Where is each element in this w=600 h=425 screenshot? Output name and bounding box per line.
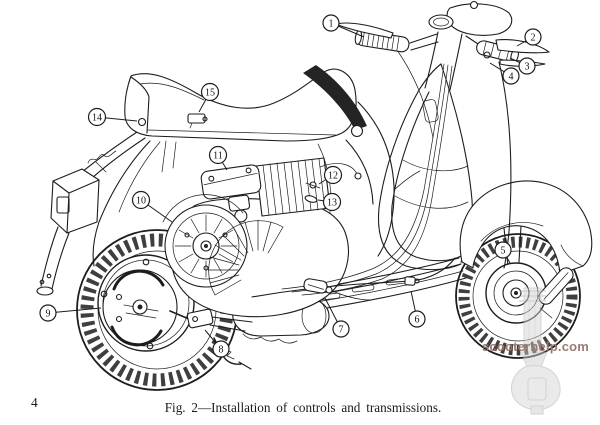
- headlamp: [429, 15, 453, 29]
- svg-text:3: 3: [524, 61, 530, 73]
- svg-text:1: 1: [328, 18, 334, 30]
- svg-text:6: 6: [414, 314, 420, 326]
- svg-text:12: 12: [328, 170, 338, 182]
- seat-button: [139, 119, 146, 126]
- svg-text:9: 9: [45, 308, 51, 320]
- svg-text:10: 10: [136, 195, 146, 207]
- legshield: [378, 64, 472, 270]
- svg-text:5: 5: [500, 245, 506, 257]
- callout-5: [495, 242, 511, 263]
- headset: [447, 4, 512, 36]
- svg-text:4: 4: [508, 71, 514, 83]
- callout-10: [133, 192, 173, 223]
- svg-text:8: 8: [218, 344, 224, 356]
- cable-adjuster: [405, 277, 416, 286]
- svg-text:7: 7: [338, 324, 344, 336]
- callout-11: [210, 147, 228, 171]
- svg-text:11: 11: [213, 150, 223, 162]
- saddle-seat: [125, 65, 367, 141]
- front-brake-lever: [496, 40, 549, 53]
- svg-text:13: 13: [327, 197, 337, 209]
- figure-caption: Fig. 2—Installation of controls and transmissions.: [164, 400, 442, 415]
- handlebars: [336, 2, 549, 67]
- callout-2: [517, 29, 541, 46]
- svg-text:14: 14: [92, 112, 102, 124]
- cylinder-fins: [256, 158, 330, 216]
- svg-text:2: 2: [530, 32, 536, 44]
- svg-text:15: 15: [205, 87, 215, 99]
- watermark-text: scooterhelp.com: [482, 339, 590, 354]
- seat-latch: [188, 114, 205, 123]
- page-number: 4: [31, 395, 38, 410]
- callout-6: [409, 291, 425, 327]
